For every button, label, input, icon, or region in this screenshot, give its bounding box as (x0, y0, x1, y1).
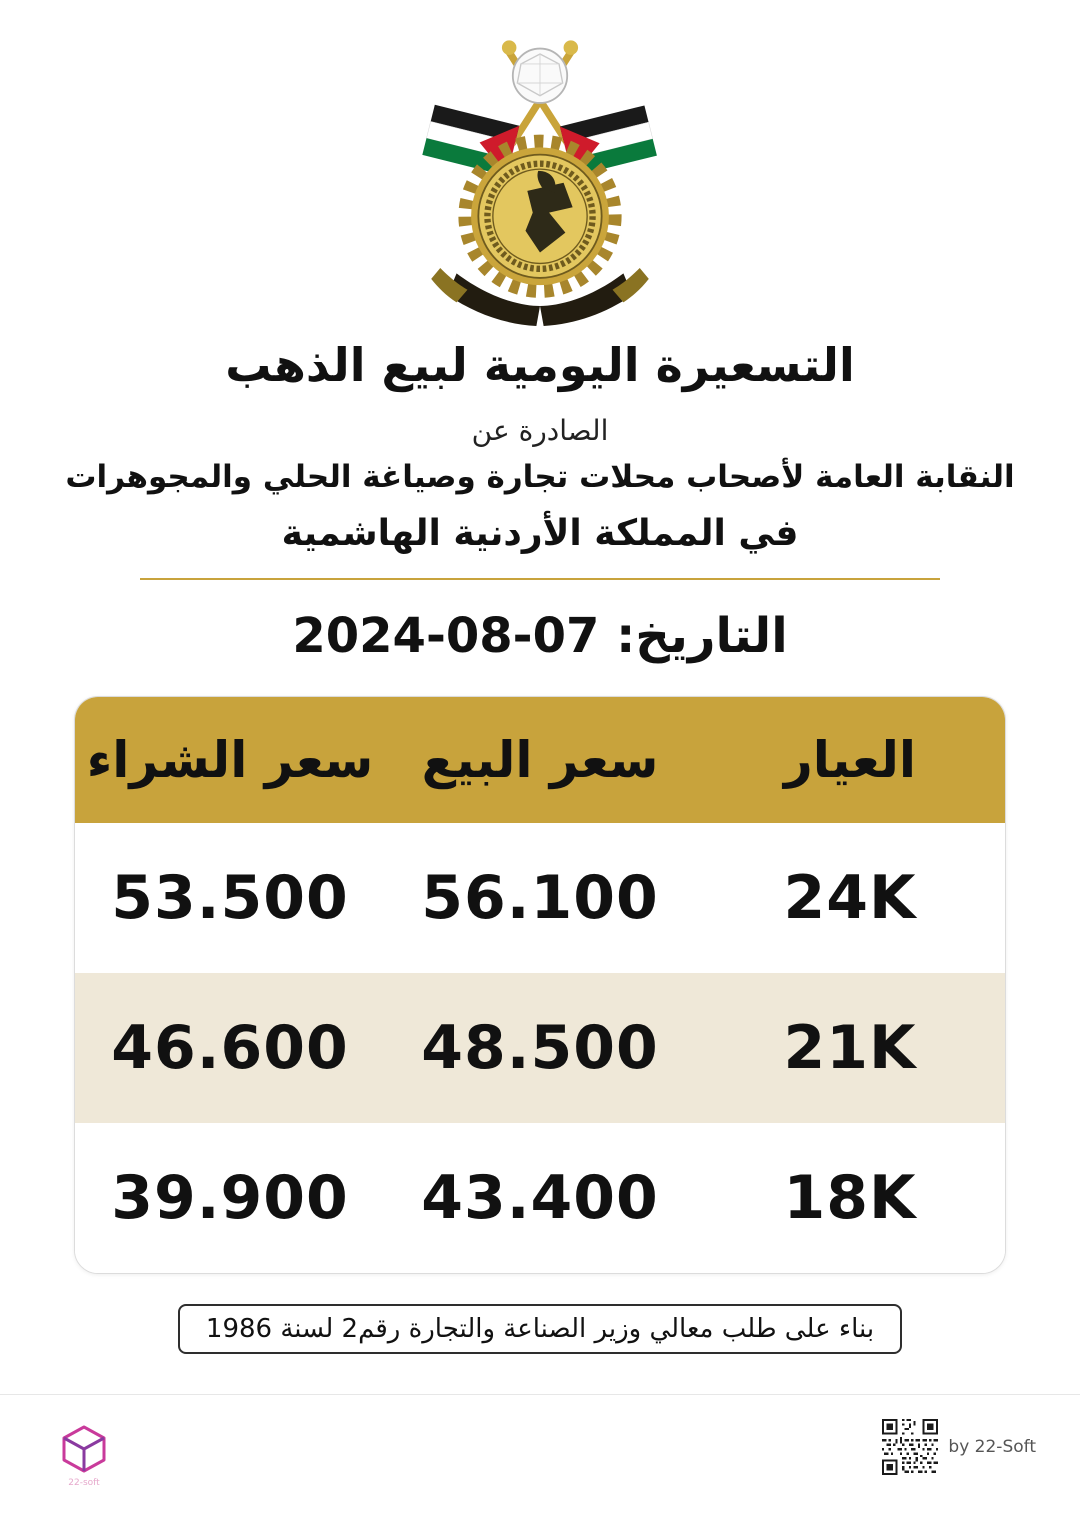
date-line: التاريخ: 07-08-2024 (292, 608, 788, 664)
table-header-row (75, 697, 1005, 823)
bottom-divider (0, 1394, 1080, 1395)
syndicate-logo (404, 30, 676, 330)
diamond-icon (513, 49, 567, 103)
karat-value: 18K (783, 1163, 917, 1233)
sell-price-value: 43.400 (421, 1163, 659, 1233)
table-row-18k (75, 1123, 1005, 1273)
buy-price-value: 53.500 (111, 863, 349, 933)
table-row-24k (75, 823, 1005, 973)
cube-logo-icon (58, 1423, 110, 1489)
credit-text: by 22-Soft (948, 1437, 1036, 1457)
buy-price-value: 46.600 (111, 1013, 349, 1083)
issued-by-line: الصادرة عن (471, 414, 609, 447)
sell-price-header: سعر البيع (421, 731, 659, 789)
gold-divider (140, 578, 940, 580)
karat-value: 21K (783, 1013, 917, 1083)
country-line: في المملكة الأردنية الهاشمية (281, 513, 799, 554)
qr-code-icon (882, 1419, 938, 1475)
buy-price-value: 39.900 (111, 1163, 349, 1233)
gold-price-table (74, 696, 1006, 1274)
karat-header: العيار (783, 731, 917, 789)
ministry-note: بناء على طلب معالي وزير الصناعة والتجارة رقم2 لسنة 1986 (178, 1304, 902, 1354)
table-row-21k (75, 973, 1005, 1123)
sell-price-value: 48.500 (421, 1013, 659, 1083)
buy-price-header: سعر الشراء (86, 731, 374, 789)
sell-price-value: 56.100 (421, 863, 659, 933)
soft22-logo (58, 1423, 110, 1489)
karat-value: 24K (783, 863, 917, 933)
page-title: التسعيرة اليومية لبيع الذهب (225, 338, 855, 392)
credit-block (882, 1419, 1036, 1475)
organization-line: النقابة العامة لأصحاب محلات تجارة وصياغة الحلي والمجوهرات (65, 459, 1015, 495)
cube-logo-label: 22-soft (68, 1478, 100, 1488)
